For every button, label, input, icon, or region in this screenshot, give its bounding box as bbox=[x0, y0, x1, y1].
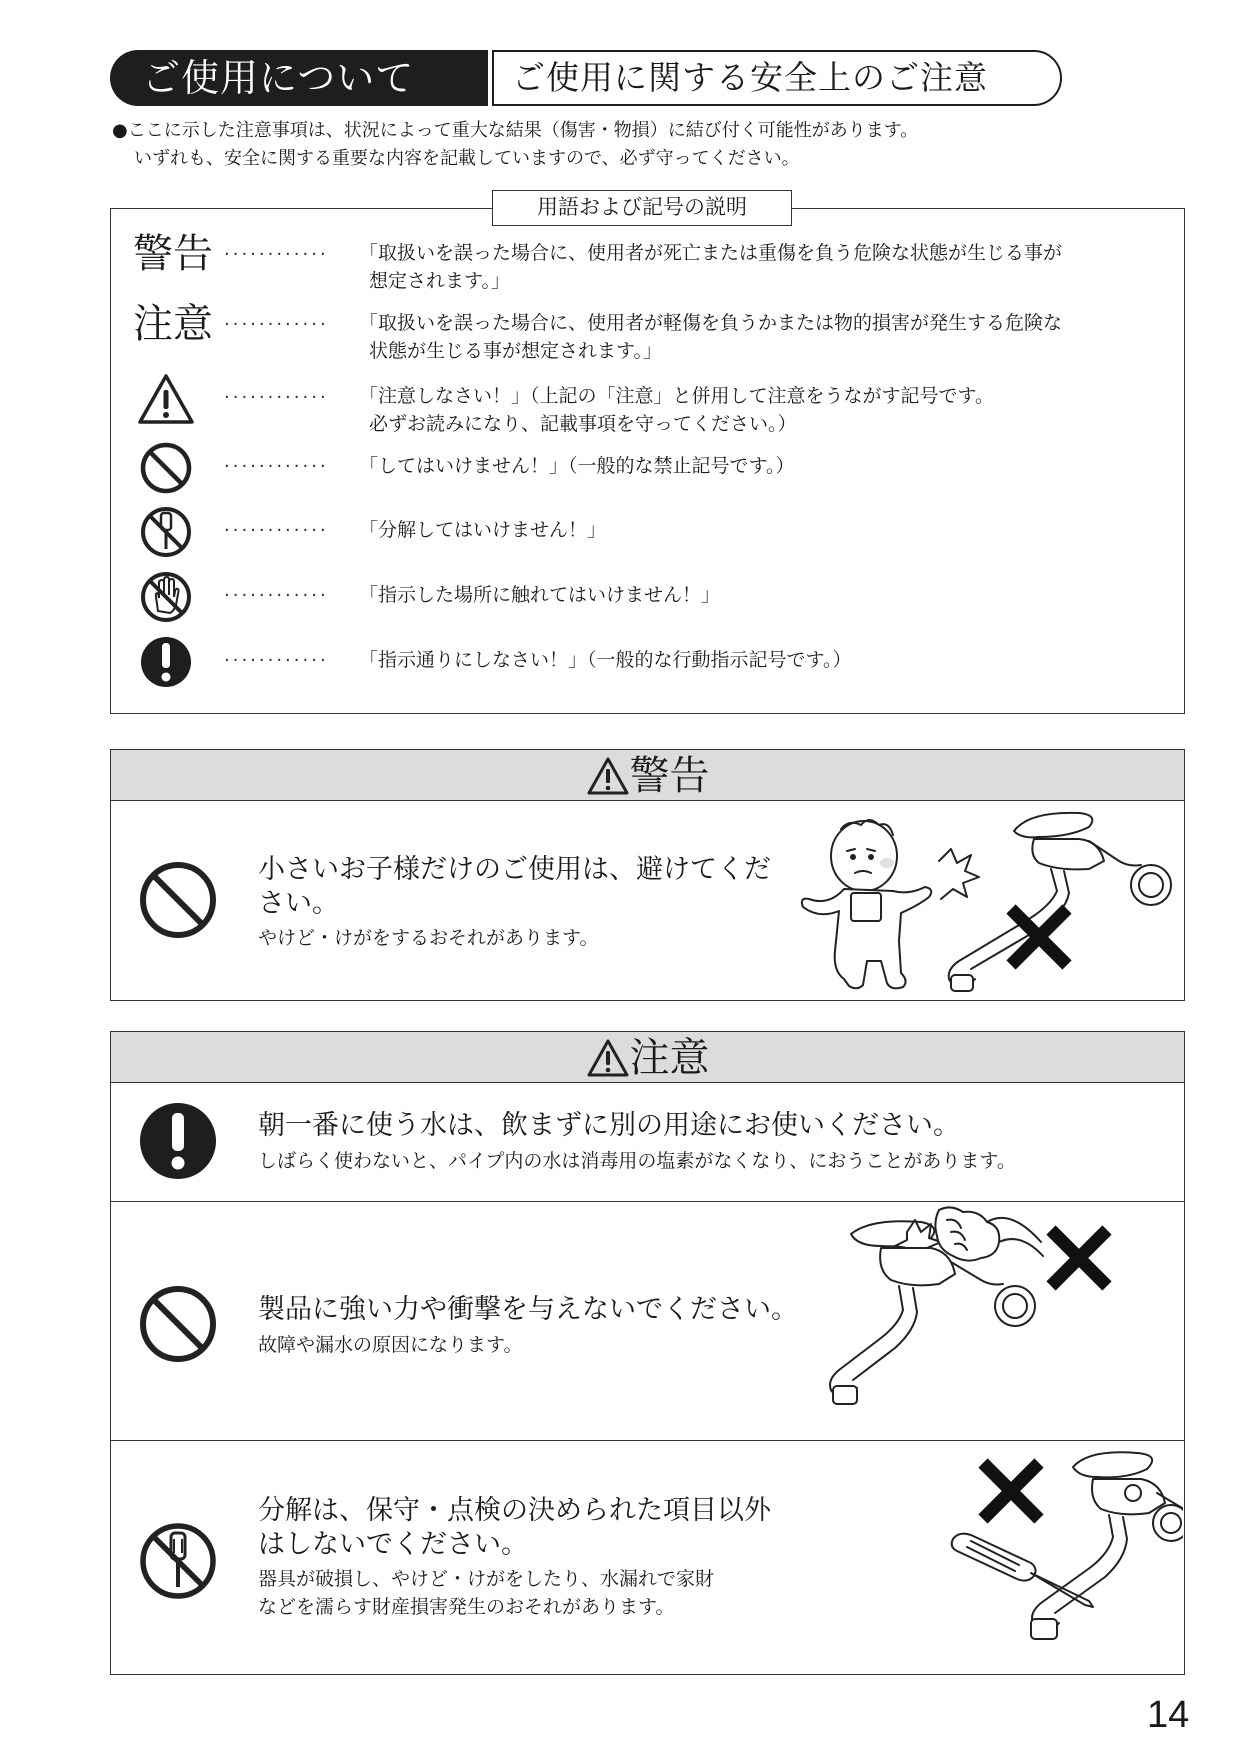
caution-sub-text bbox=[258, 1565, 714, 1621]
intro-text bbox=[112, 117, 918, 173]
legend-line: 「注意しなさい！」（上記の「注意」と併用して注意をうながす記号です。 bbox=[359, 385, 994, 407]
warning-section-title: 警告 bbox=[629, 752, 710, 799]
prohibition-icon bbox=[136, 1282, 220, 1366]
section-header bbox=[110, 50, 1060, 106]
sub-line: などを濡らす財産損害発生のおそれがあります。 bbox=[258, 1596, 675, 1618]
sub-line: やけど・けがをするおそれがあります。 bbox=[258, 927, 599, 949]
legend-description bbox=[359, 452, 794, 480]
caution-item bbox=[111, 1201, 1184, 1440]
leader-dots: ············ bbox=[224, 456, 329, 477]
main-line: 分解は、保守・点検の決められた項目以外 bbox=[258, 1495, 771, 1526]
sub-line: しばらく使わないと、パイプ内の水は消毒用の塩素がなくなり、におうことがあります。 bbox=[258, 1150, 1016, 1172]
warning-section-header bbox=[111, 750, 1184, 801]
caution-main-text bbox=[258, 1293, 798, 1327]
legend-description bbox=[359, 646, 851, 674]
legend-line: 「指示通りにしなさい！」（一般的な行動指示記号です。） bbox=[359, 649, 852, 671]
main-line: 小さいお子様だけのご使用は、避けてくだ bbox=[258, 854, 771, 885]
section-label: ご使用について bbox=[142, 56, 415, 100]
leader-dots: ············ bbox=[224, 314, 329, 335]
warning-triangle-icon bbox=[136, 370, 196, 430]
leader-dots: ············ bbox=[224, 520, 329, 541]
warning-section bbox=[110, 749, 1185, 1001]
sub-line: 器具が破損し、やけど・けがをしたり、水漏れで家財 bbox=[258, 1568, 715, 1590]
main-line: 朝一番に使う水は、飲まずに別の用途にお使いください。 bbox=[258, 1110, 960, 1141]
legend-description bbox=[359, 382, 994, 438]
legend-line: 「取扱いを誤った場合に、使用者が死亡または重傷を負う危険な状態が生じる事が bbox=[359, 242, 1063, 264]
intro-line: ●ここに示した注意事項は、状況によって重大な結果（傷害・物損）に結び付く可能性があります。 bbox=[112, 120, 919, 141]
page-title: ご使用に関する安全上のご注意 bbox=[512, 58, 988, 97]
fist-hitting-faucet-illustration bbox=[811, 1202, 1181, 1438]
leader-dots: ············ bbox=[224, 650, 329, 671]
legend-box bbox=[110, 195, 1185, 714]
caution-main-text bbox=[258, 1494, 771, 1562]
sub-line: 故障や漏水の原因になります。 bbox=[258, 1334, 523, 1356]
mandatory-action-icon bbox=[136, 1099, 220, 1183]
prohibition-icon bbox=[136, 858, 220, 942]
main-line: はしないでください。 bbox=[258, 1529, 528, 1560]
caution-item bbox=[111, 1440, 1184, 1674]
legend-description bbox=[359, 581, 720, 609]
legend-description bbox=[359, 309, 1062, 365]
warning-sub-text bbox=[258, 924, 598, 952]
page-title-tab bbox=[492, 50, 1062, 106]
section-label-tab bbox=[110, 50, 488, 106]
legend-line: 「してはいけません！」（一般的な禁止記号です。） bbox=[359, 455, 795, 477]
caution-section-header bbox=[111, 1032, 1184, 1083]
caution-sub-text bbox=[258, 1331, 522, 1359]
legend-line: 必ずお読みになり、記載事項を守ってください。） bbox=[369, 413, 797, 435]
legend-line: 状態が生じる事が想定されます。」 bbox=[369, 340, 662, 362]
mandatory-action-icon bbox=[136, 632, 196, 692]
caution-item bbox=[111, 1083, 1184, 1201]
leader-dots: ············ bbox=[224, 387, 329, 408]
screwdriver-faucet-illustration bbox=[831, 1441, 1183, 1671]
caution-section-title: 注意 bbox=[629, 1034, 710, 1081]
child-near-faucet-illustration bbox=[789, 801, 1184, 999]
warning-triangle-icon bbox=[586, 756, 630, 796]
warning-triangle-icon bbox=[586, 1038, 630, 1078]
no-touch-icon bbox=[136, 567, 196, 627]
no-disassembly-icon bbox=[136, 1519, 220, 1603]
legend-title: 用語および記号の説明 bbox=[492, 190, 792, 226]
legend-line: 「分解してはいけません！」 bbox=[359, 519, 607, 541]
caution-section bbox=[110, 1031, 1185, 1675]
legend-symbol-text: 注意 bbox=[133, 301, 213, 347]
legend-description bbox=[359, 239, 1062, 295]
legend-line: 「取扱いを誤った場合に、使用者が軽傷を負うかまたは物的損害が発生する危険な bbox=[359, 312, 1063, 334]
legend-line: 想定されます。」 bbox=[369, 270, 510, 292]
page-number: 14 bbox=[1147, 1694, 1190, 1736]
caution-main-text bbox=[258, 1109, 960, 1143]
no-disassembly-icon bbox=[136, 502, 196, 562]
warning-item bbox=[111, 801, 1184, 1000]
warning-main-text bbox=[258, 853, 771, 921]
legend-symbol-text: 警告 bbox=[133, 231, 213, 277]
main-line: さい。 bbox=[258, 888, 339, 919]
main-line: 製品に強い力や衝撃を与えないでください。 bbox=[258, 1294, 798, 1325]
legend-description bbox=[359, 516, 606, 544]
legend-line: 「指示した場所に触れてはいけません！」 bbox=[359, 584, 721, 606]
leader-dots: ············ bbox=[224, 585, 329, 606]
caution-sub-text bbox=[258, 1147, 1016, 1175]
leader-dots: ············ bbox=[224, 244, 329, 265]
prohibition-icon bbox=[136, 438, 196, 498]
intro-line: いずれも、安全に関する重要な内容を記載していますので、必ず守ってください。 bbox=[134, 148, 800, 169]
